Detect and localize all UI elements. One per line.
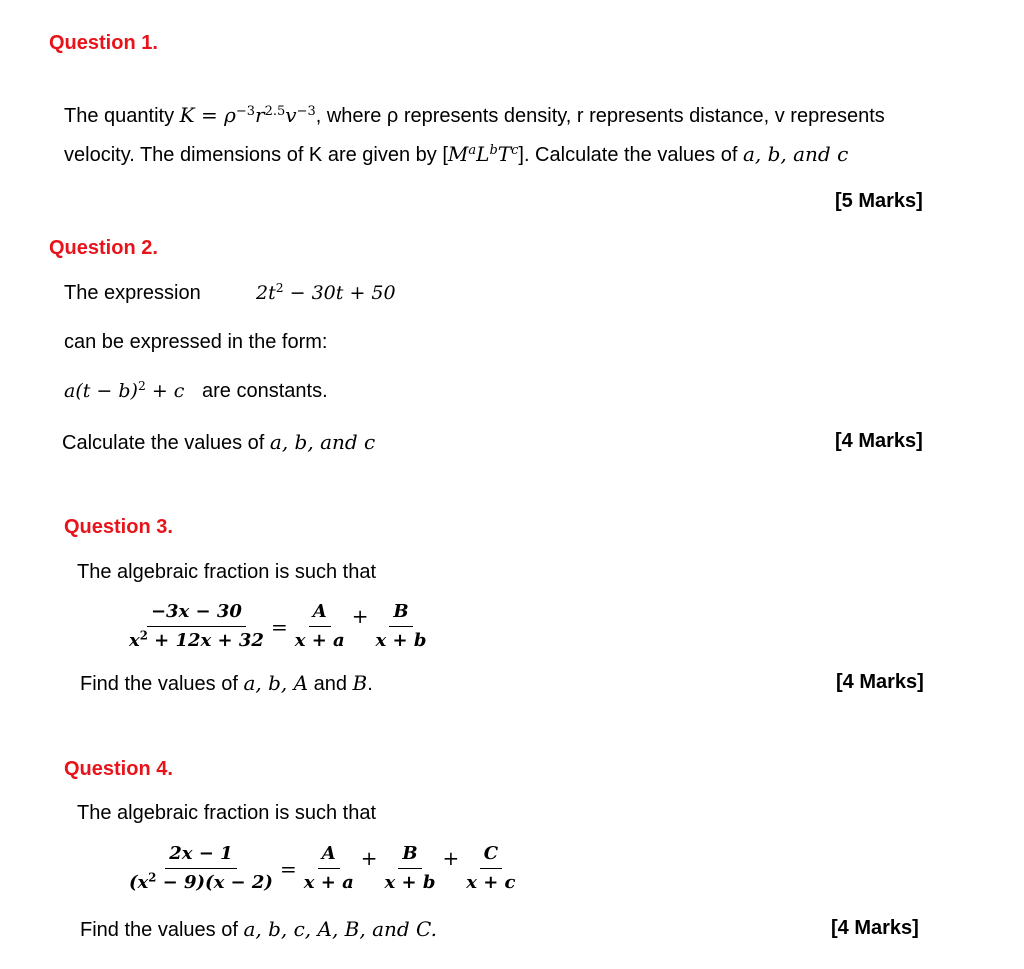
q4-plus-1: + — [360, 845, 378, 870]
q3-equals: = — [270, 614, 288, 639]
q4-A-num: A — [318, 840, 340, 869]
q1-T: T — [497, 142, 512, 166]
q3-lhs-den-a: x — [129, 630, 140, 651]
q2-form-exp: 2 — [137, 379, 146, 394]
q3-lhs-den-exp: 2 — [139, 628, 148, 643]
q4-B-fraction — [381, 840, 440, 897]
q3-find-and: and — [308, 673, 353, 695]
q1-text-suffix: , where ρ represents density, r represents distance, v represents — [315, 105, 885, 127]
q2-expr-a: 2t — [256, 282, 276, 304]
question-4-title: Question 4. — [64, 758, 173, 780]
q4-lhs-den-exp: 2 — [148, 870, 157, 885]
q3-find-B: B — [352, 671, 368, 695]
q2-expr-exp: 2 — [275, 281, 284, 296]
q3-A-den: x + a — [294, 630, 345, 651]
q1-b: b — [489, 142, 498, 158]
q3-A-fraction — [291, 598, 349, 655]
q4-equals: = — [279, 856, 297, 881]
q1-line2-vars: a, b, and c — [742, 142, 849, 166]
q2-form-line — [64, 380, 328, 403]
q3-plus: + — [351, 603, 369, 628]
q3-A-num: A — [309, 598, 331, 627]
q4-find-vars: a, b, c, A, B, and C. — [243, 917, 437, 941]
question-1-marks: [5 Marks] — [835, 190, 923, 212]
q1-r: r — [255, 103, 265, 127]
q4-plus-2: + — [442, 845, 460, 870]
q4-B-den: x + b — [384, 872, 436, 893]
q2-form-text: can be expressed in the form: — [64, 331, 328, 353]
q2-form-b: + c — [145, 380, 185, 402]
question-1-line-2 — [64, 142, 848, 167]
q4-lhs-fraction — [125, 840, 277, 897]
q4-find-line — [80, 917, 437, 942]
q4-lhs-den-a: (x — [129, 872, 149, 893]
q3-find-prefix: Find the values of — [80, 673, 244, 695]
q4-B-num: B — [398, 840, 421, 869]
q4-C-fraction — [462, 840, 519, 897]
q1-L: L — [476, 142, 490, 166]
q3-B-num: B — [389, 598, 412, 627]
q1-rho: ρ — [224, 103, 236, 127]
q4-C-den: x + c — [466, 872, 516, 893]
q3-B-fraction — [371, 598, 430, 655]
q2-calc-line — [62, 430, 375, 455]
q4-intro: The algebraic fraction is such that — [77, 802, 377, 824]
q3-B-den: x + b — [375, 630, 427, 651]
q3-find-end: . — [367, 673, 373, 695]
q1-c: c — [511, 142, 519, 158]
q3-intro: The algebraic fraction is such that — [77, 561, 377, 583]
q2-calc-prefix: Calculate the values of — [62, 432, 270, 454]
q3-find-line — [80, 671, 373, 696]
q3-lhs-den-b: + 12x + 32 — [147, 630, 264, 651]
q4-C-num: C — [480, 840, 502, 869]
question-1-line-1 — [64, 103, 885, 128]
q4-find-prefix: Find the values of — [80, 919, 244, 941]
question-2-title: Question 2. — [49, 237, 158, 259]
q2-form-suffix: are constants. — [202, 380, 328, 402]
q1-line2-mid: ]. Calculate the values of — [518, 144, 743, 166]
q4-lhs-num: 2x − 1 — [165, 840, 236, 869]
q2-expr-b: − 30t + 50 — [283, 282, 396, 304]
q3-lhs-fraction — [125, 598, 268, 655]
q1-M: M — [447, 142, 469, 166]
q2-form-a: a(t − b) — [64, 380, 138, 402]
question-2-marks: [4 Marks] — [835, 430, 923, 452]
q3-lhs-num: −3x − 30 — [147, 598, 246, 627]
question-4-marks: [4 Marks] — [831, 917, 919, 939]
question-3-title: Question 3. — [64, 516, 173, 538]
question-1-title: Question 1. — [49, 32, 158, 54]
q1-v-exp: −3 — [296, 103, 316, 119]
q4-equation — [125, 840, 520, 897]
q4-lhs-den-b: − 9)(x − 2) — [156, 872, 273, 893]
q3-find-vars: a, b, A — [243, 671, 309, 695]
q2-expression — [256, 282, 396, 304]
q1-line2-prefix: velocity. The dimensions of K are given by [ — [64, 144, 448, 166]
question-3-marks: [4 Marks] — [836, 671, 924, 693]
q1-K: K — [179, 103, 195, 127]
q4-A-fraction — [300, 840, 358, 897]
q1-text: The quantity — [64, 105, 175, 127]
q1-v: v — [285, 103, 297, 127]
q1-a: a — [468, 142, 477, 158]
q1-rho-exp: −3 — [235, 103, 256, 119]
q1-r-exp: 2.5 — [264, 103, 286, 119]
q4-lhs-den — [125, 869, 277, 897]
q3-equation — [125, 598, 430, 655]
q2-expression-label: The expression — [64, 282, 201, 304]
q2-calc-vars: a, b, and c — [269, 430, 376, 454]
q1-formula — [180, 103, 316, 127]
q4-A-den: x + a — [303, 872, 354, 893]
q1-eq: = — [194, 103, 225, 127]
q3-lhs-den — [125, 627, 268, 655]
